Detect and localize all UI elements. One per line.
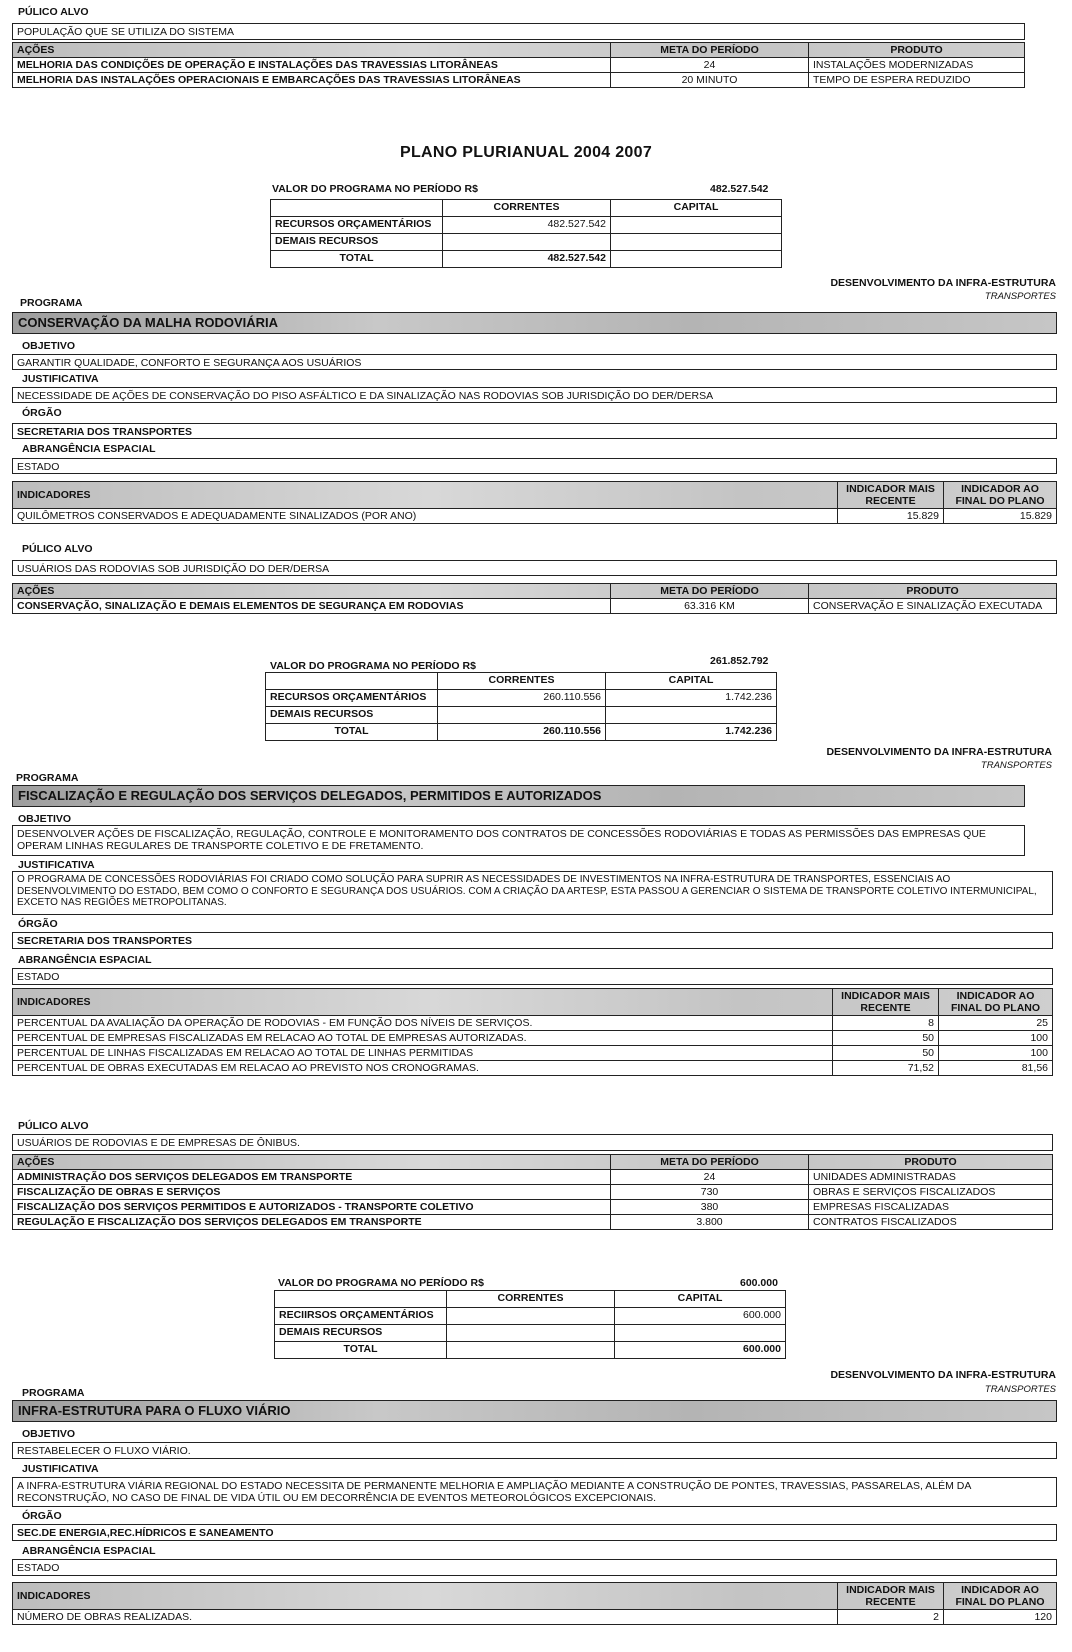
programa-label: PROGRAMA bbox=[22, 1387, 85, 1399]
table-row bbox=[13, 1610, 1057, 1625]
indicador-recente: 2 bbox=[838, 1610, 944, 1625]
total-label: TOTAL bbox=[275, 1342, 447, 1359]
abrangencia-label: ABRANGÊNCIA ESPACIAL bbox=[22, 1545, 156, 1557]
indicador-recente: 15.829 bbox=[838, 509, 944, 524]
table-row bbox=[13, 509, 1057, 524]
orgao-field bbox=[12, 932, 1053, 949]
justificativa-text: NECESSIDADE DE AÇÕES DE CONSERVAÇÃO DO PISO ASFÁLTICO E DA SINALIZAÇÃO NAS RODOVIAS SOB JURISDIÇÃO DO DER/DERSA bbox=[17, 390, 714, 402]
total-capital: 600.000 bbox=[615, 1342, 786, 1359]
programa-banner bbox=[12, 312, 1057, 334]
table-row bbox=[13, 1200, 1053, 1215]
recursos-label: RECURSOS ORÇAMENTÁRIOS bbox=[266, 690, 438, 707]
justificativa-field bbox=[12, 1477, 1057, 1507]
orgao-label: ÓRGÃO bbox=[18, 918, 58, 930]
abrangencia-field bbox=[12, 968, 1053, 985]
indicadores-table bbox=[12, 481, 1057, 524]
capital-header: CAPITAL bbox=[615, 1291, 786, 1308]
table-row bbox=[13, 1046, 1053, 1061]
demais-label: DEMAIS RECURSOS bbox=[266, 707, 438, 724]
valor-total: 600.000 bbox=[740, 1277, 778, 1289]
indicador-name: PERCENTUAL DE EMPRESAS FISCALIZADAS EM RELACAO AO TOTAL DE EMPRESAS AUTORIZADAS. bbox=[13, 1031, 833, 1046]
acao-cell: ADMINISTRAÇÃO DOS SERVIÇOS DELEGADOS EM TRANSPORTE bbox=[13, 1170, 611, 1185]
correntes-header: CORRENTES bbox=[438, 673, 606, 690]
acoes-header: AÇÕES bbox=[13, 584, 611, 599]
indicador-final: 100 bbox=[939, 1046, 1053, 1061]
indicador-name: PERCENTUAL DE OBRAS EXECUTADAS EM RELACAO AO PREVISTO NOS CRONOGRAMAS. bbox=[13, 1061, 833, 1076]
acao-cell: FISCALIZAÇÃO DOS SERVIÇOS PERMITIDOS E AUTORIZADOS - TRANSPORTE COLETIVO bbox=[13, 1200, 611, 1215]
produto-cell: EMPRESAS FISCALIZADAS bbox=[809, 1200, 1053, 1215]
acao-cell: CONSERVAÇÃO, SINALIZAÇÃO E DEMAIS ELEMENTOS DE SEGURANÇA EM RODOVIAS bbox=[13, 599, 611, 614]
indicador-final: 100 bbox=[939, 1031, 1053, 1046]
indicadores-header: INDICADORES bbox=[13, 989, 833, 1016]
justificativa-label: JUSTIFICATIVA bbox=[22, 1463, 99, 1475]
table-row bbox=[13, 1185, 1053, 1200]
area-label: DESENVOLVIMENTO DA INFRA-ESTRUTURA bbox=[826, 746, 1052, 758]
indicadores-table bbox=[12, 1582, 1057, 1625]
valor-table bbox=[265, 672, 777, 741]
abrangencia-label: ABRANGÊNCIA ESPACIAL bbox=[18, 954, 152, 966]
orgao-field bbox=[12, 1524, 1057, 1541]
ind-recente-header: INDICADOR MAIS RECENTE bbox=[838, 482, 944, 509]
capital-header: CAPITAL bbox=[606, 673, 777, 690]
recursos-capital: 1.742.236 bbox=[606, 690, 777, 707]
indicador-final: 81,56 bbox=[939, 1061, 1053, 1076]
produto-cell: UNIDADES ADMINISTRADAS bbox=[809, 1170, 1053, 1185]
abrangencia-text: ESTADO bbox=[17, 971, 60, 983]
programa-name: CONSERVAÇÃO DA MALHA RODOVIÁRIA bbox=[18, 315, 279, 330]
orgao-text: SECRETARIA DOS TRANSPORTES bbox=[17, 935, 193, 947]
area-sub: TRANSPORTES bbox=[980, 760, 1052, 771]
ind-final-header: INDICADOR AO FINAL DO PLANO bbox=[939, 989, 1053, 1016]
objetivo-field bbox=[12, 1442, 1057, 1459]
justificativa-field bbox=[12, 871, 1053, 915]
publico-alvo-field bbox=[12, 23, 1025, 40]
publico-field bbox=[12, 1134, 1053, 1151]
publico-label: PÚLICO ALVO bbox=[18, 1120, 89, 1132]
objetivo-text: DESENVOLVER AÇÕES DE FISCALIZAÇÃO, REGULAÇÃO, CONTROLE E MONITORAMENTO DOS CONTRATOS DE CONCESSÕES RODOVIÁRIAS E TODAS AS PERMISSÕES DAS EMPRESAS QUE OPERAM LINHAS REGULARES DE TRANSPORTE COLETIVO E DE FRETAMENTO. bbox=[17, 828, 986, 853]
plan-title: PLANO PLURIANUAL 2004 2007 bbox=[400, 144, 653, 161]
area-label: DESENVOLVIMENTO DA INFRA-ESTRUTURA bbox=[830, 1369, 1056, 1381]
recursos-correntes: 482.527.542 bbox=[443, 217, 611, 234]
indicador-recente: 8 bbox=[833, 1016, 939, 1031]
indicador-name: NÚMERO DE OBRAS REALIZADAS. bbox=[13, 1610, 838, 1625]
demais-label: DEMAIS RECURSOS bbox=[275, 1325, 447, 1342]
objetivo-text: RESTABELECER O FLUXO VIÁRIO. bbox=[17, 1445, 191, 1457]
objetivo-text: GARANTIR QUALIDADE, CONFORTO E SEGURANÇA AOS USUÁRIOS bbox=[17, 357, 362, 369]
ind-recente-header: INDICADOR MAIS RECENTE bbox=[838, 1583, 944, 1610]
capital-header: CAPITAL bbox=[611, 200, 782, 217]
meta-header: META DO PERÍODO bbox=[611, 1155, 809, 1170]
recursos-correntes: 260.110.556 bbox=[438, 690, 606, 707]
total-correntes bbox=[447, 1342, 615, 1359]
total-capital: 1.742.236 bbox=[606, 724, 777, 741]
header-acoes: AÇÕES bbox=[13, 43, 611, 58]
orgao-label: ÓRGÃO bbox=[22, 1510, 62, 1522]
meta-header: META DO PERÍODO bbox=[611, 584, 809, 599]
orgao-text: SECRETARIA DOS TRANSPORTES bbox=[17, 426, 193, 438]
publico-alvo-label: PÚLICO ALVO bbox=[18, 6, 89, 18]
header-produto: PRODUTO bbox=[809, 43, 1025, 58]
justificativa-text: A INFRA-ESTRUTURA VIÁRIA REGIONAL DO ESTADO NECESSITA DE PERMANENTE MELHORIA E AMPLIAÇÃO MEDIANTE A CONSTRUÇÃO DE PONTES, TRAVESSIAS, PASSARELAS, ALÉM DA RECONSTRUÇÃO, NO CASO DE FINAL DE VIDA ÚTIL OU EM DECORRÊNCIA DE EVENTOS METEOROLÓGICOS EXCEPCIONAIS. bbox=[17, 1480, 971, 1505]
abrangencia-label: ABRANGÊNCIA ESPACIAL bbox=[22, 443, 156, 455]
meta-cell: 63.316 KM bbox=[611, 599, 809, 614]
meta-cell: 24 bbox=[611, 58, 809, 73]
publico-label: PÚLICO ALVO bbox=[22, 543, 93, 555]
justificativa-label: JUSTIFICATIVA bbox=[22, 373, 99, 385]
abrangencia-text: ESTADO bbox=[17, 1562, 60, 1574]
objetivo-label: OBJETIVO bbox=[22, 340, 76, 352]
justificativa-label: JUSTIFICATIVA bbox=[18, 859, 95, 871]
recursos-capital bbox=[611, 217, 782, 234]
valor-label: VALOR DO PROGRAMA NO PERÍODO R$ bbox=[272, 183, 478, 195]
indicador-recente: 50 bbox=[833, 1031, 939, 1046]
produto-cell: OBRAS E SERVIÇOS FISCALIZADOS bbox=[809, 1185, 1053, 1200]
programa-banner bbox=[12, 1400, 1057, 1422]
ind-final-header: INDICADOR AO FINAL DO PLANO bbox=[944, 1583, 1057, 1610]
indicadores-table bbox=[12, 988, 1053, 1076]
total-correntes: 482.527.542 bbox=[443, 251, 611, 268]
table-row bbox=[13, 1016, 1053, 1031]
indicador-recente: 71,52 bbox=[833, 1061, 939, 1076]
indicador-final: 25 bbox=[939, 1016, 1053, 1031]
valor-total: 482.527.542 bbox=[710, 183, 769, 195]
produto-cell: CONTRATOS FISCALIZADOS bbox=[809, 1215, 1053, 1230]
total-label: TOTAL bbox=[266, 724, 438, 741]
correntes-header: CORRENTES bbox=[447, 1291, 615, 1308]
acao-cell: REGULAÇÃO E FISCALIZAÇÃO DOS SERVIÇOS DELEGADOS EM TRANSPORTE bbox=[13, 1215, 611, 1230]
meta-cell: 24 bbox=[611, 1170, 809, 1185]
acao-cell: FISCALIZAÇÃO DE OBRAS E SERVIÇOS bbox=[13, 1185, 611, 1200]
ind-final-header: INDICADOR AO FINAL DO PLANO bbox=[944, 482, 1057, 509]
abrangencia-field bbox=[12, 458, 1057, 474]
demais-label: DEMAIS RECURSOS bbox=[271, 234, 443, 251]
recursos-label: RECURSOS ORÇAMENTÁRIOS bbox=[271, 217, 443, 234]
recursos-correntes bbox=[447, 1308, 615, 1325]
acao-cell: MELHORIA DAS CONDIÇÕES DE OPERAÇÃO E INSTALAÇÕES DAS TRAVESSIAS LITORÂNEAS bbox=[13, 58, 611, 73]
acoes-table bbox=[12, 583, 1057, 614]
orgao-text: SEC.DE ENERGIA,REC.HÍDRICOS E SANEAMENTO bbox=[17, 1527, 274, 1539]
objetivo-field bbox=[12, 354, 1057, 370]
meta-cell: 730 bbox=[611, 1185, 809, 1200]
indicador-final: 120 bbox=[944, 1610, 1057, 1625]
indicadores-header: INDICADORES bbox=[13, 482, 838, 509]
orgao-field bbox=[12, 423, 1057, 439]
valor-label: VALOR DO PROGRAMA NO PERÍODO R$ bbox=[278, 1277, 484, 1289]
valor-label: VALOR DO PROGRAMA NO PERÍODO R$ bbox=[270, 660, 476, 672]
valor-table bbox=[274, 1290, 786, 1359]
objetivo-label: OBJETIVO bbox=[22, 1428, 76, 1440]
justificativa-field bbox=[12, 387, 1057, 403]
valor-table bbox=[270, 199, 782, 268]
meta-cell: 380 bbox=[611, 1200, 809, 1215]
programa-banner bbox=[12, 785, 1025, 807]
publico-text: USUÁRIOS DAS RODOVIAS SOB JURISDIÇÃO DO DER/DERSA bbox=[17, 563, 330, 575]
total-label: TOTAL bbox=[271, 251, 443, 268]
indicador-name: PERCENTUAL DE LINHAS FISCALIZADAS EM RELACAO AO TOTAL DE LINHAS PERMITIDAS bbox=[13, 1046, 833, 1061]
recursos-label: RECIIRSOS ORÇAMENTÁRIOS bbox=[275, 1308, 447, 1325]
recursos-capital: 600.000 bbox=[615, 1308, 786, 1325]
produto-cell: INSTALAÇÕES MODERNIZADAS bbox=[809, 58, 1025, 73]
total-capital bbox=[611, 251, 782, 268]
acoes-header: AÇÕES bbox=[13, 1155, 611, 1170]
valor-total: 261.852.792 bbox=[710, 655, 769, 667]
table-row bbox=[13, 599, 1057, 614]
acao-cell: MELHORIA DAS INSTALAÇÕES OPERACIONAIS E EMBARCAÇÕES DAS TRAVESSIAS LITORÂNEAS bbox=[13, 73, 611, 88]
meta-cell: 3.800 bbox=[611, 1215, 809, 1230]
programa-label: PROGRAMA bbox=[20, 297, 83, 309]
publico-text: USUÁRIOS DE RODOVIAS E DE EMPRESAS DE ÔNIBUS. bbox=[17, 1137, 300, 1149]
indicador-name: QUILÔMETROS CONSERVADOS E ADEQUADAMENTE SINALIZADOS (POR ANO) bbox=[13, 509, 838, 524]
acoes-table bbox=[12, 1154, 1053, 1230]
justificativa-text: O PROGRAMA DE CONCESSÕES RODOVIÁRIAS FOI CRIADO COMO SOLUÇÃO PARA SUPRIR AS NECESSIDADES DE INVESTIMENTOS NA INFRA-ESTRUTURA DE TRANSPORTES, ESSENCIAIS AO DESENVOLVIMENTO DO ESTADO, BEM COMO O CONFORTO E SEGURANÇA DOS USUÁRIOS. COM A CRIAÇÃO DA ARTESP, ESTA PASSOU A GERENCIAR O SISTEMA DE TRANSPORTE COLETIVO INTERMUNICIPAL, EXCETO NAS REGIÕES METROPOLITANAS. bbox=[17, 874, 1037, 908]
indicador-name: PERCENTUAL DA AVALIAÇÃO DA OPERAÇÃO DE RODOVIAS - EM FUNÇÃO DOS NÍVEIS DE SERVIÇOS. bbox=[13, 1016, 833, 1031]
abrangencia-field bbox=[12, 1559, 1057, 1576]
correntes-header: CORRENTES bbox=[443, 200, 611, 217]
table-row bbox=[13, 73, 1025, 88]
indicador-final: 15.829 bbox=[944, 509, 1057, 524]
objetivo-field bbox=[12, 825, 1025, 856]
indicadores-header: INDICADORES bbox=[13, 1583, 838, 1610]
table-row bbox=[13, 1170, 1053, 1185]
header-meta: META DO PERÍODO bbox=[611, 43, 809, 58]
total-correntes: 260.110.556 bbox=[438, 724, 606, 741]
area-sub: TRANSPORTES bbox=[984, 1384, 1056, 1395]
top-actions-table bbox=[12, 42, 1025, 88]
publico-alvo-value: POPULAÇÃO QUE SE UTILIZA DO SISTEMA bbox=[17, 26, 235, 38]
indicador-recente: 50 bbox=[833, 1046, 939, 1061]
abrangencia-text: ESTADO bbox=[17, 461, 60, 473]
produto-cell: CONSERVAÇÃO E SINALIZAÇÃO EXECUTADA bbox=[809, 599, 1057, 614]
table-row bbox=[13, 1031, 1053, 1046]
table-row bbox=[13, 1215, 1053, 1230]
ind-recente-header: INDICADOR MAIS RECENTE bbox=[833, 989, 939, 1016]
area-label: DESENVOLVIMENTO DA INFRA-ESTRUTURA bbox=[830, 277, 1056, 289]
programa-name: FISCALIZAÇÃO E REGULAÇÃO DOS SERVIÇOS DELEGADOS, PERMITIDOS E AUTORIZADOS bbox=[18, 788, 602, 803]
area-sub: TRANSPORTES bbox=[984, 291, 1056, 302]
produto-cell: TEMPO DE ESPERA REDUZIDO bbox=[809, 73, 1025, 88]
programa-name: INFRA-ESTRUTURA PARA O FLUXO VIÁRIO bbox=[18, 1403, 291, 1418]
meta-cell: 20 MINUTO bbox=[611, 73, 809, 88]
programa-label: PROGRAMA bbox=[16, 772, 79, 784]
table-row bbox=[13, 58, 1025, 73]
produto-header: PRODUTO bbox=[809, 1155, 1053, 1170]
orgao-label: ÓRGÃO bbox=[22, 407, 62, 419]
objetivo-label: OBJETIVO bbox=[18, 813, 72, 825]
publico-field bbox=[12, 560, 1057, 576]
produto-header: PRODUTO bbox=[809, 584, 1057, 599]
table-row bbox=[13, 1061, 1053, 1076]
